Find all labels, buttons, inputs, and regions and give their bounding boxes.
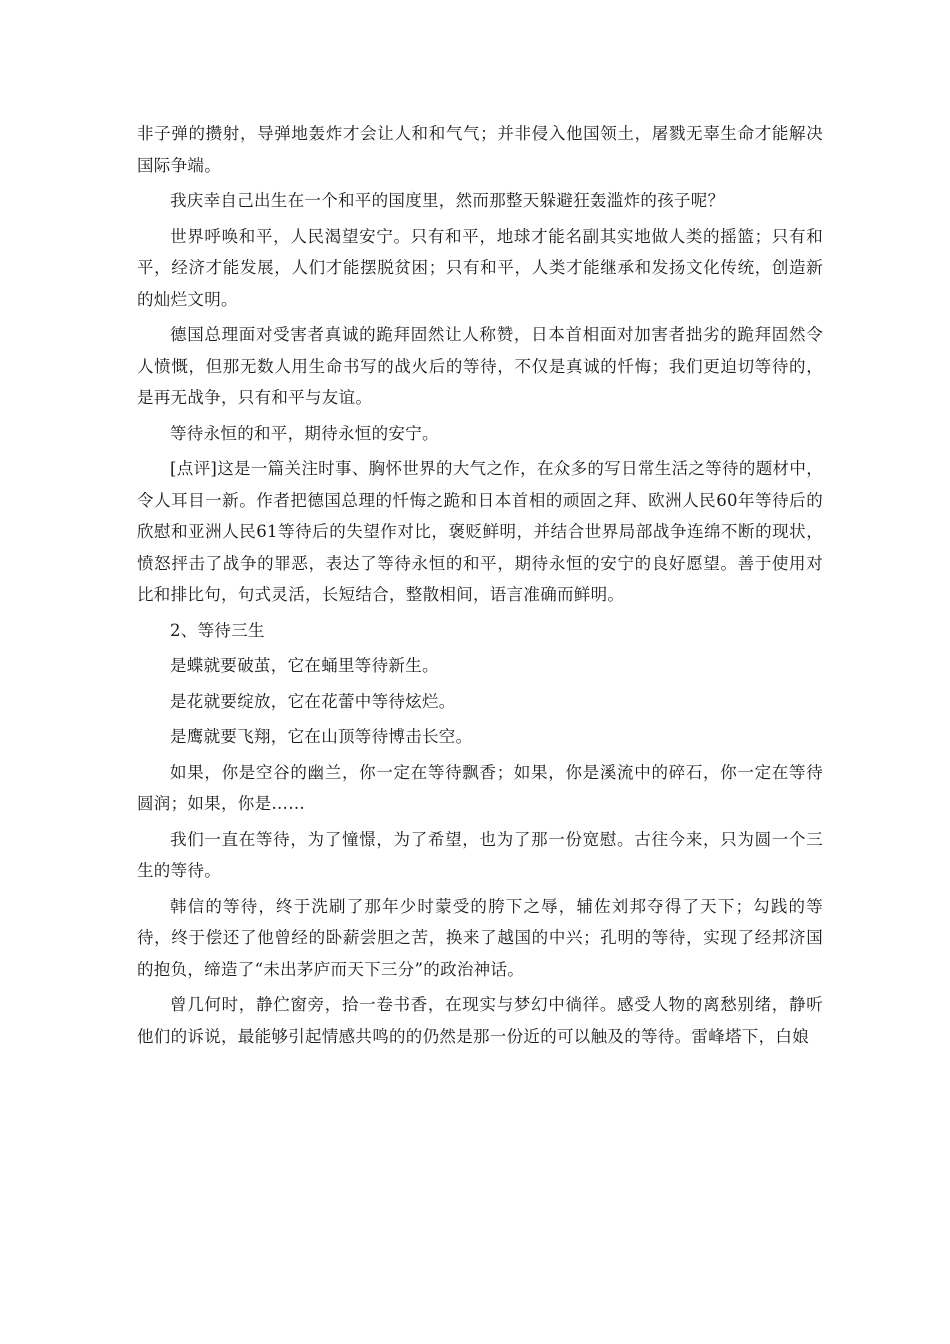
paragraph: 韩信的等待，终于洗刷了那年少时蒙受的胯下之辱，辅佐刘邦夺得了天下；勾践的等待，终于偿还了他曾经的卧薪尝胆之苦，换来了越国的中兴；孔明的等待，实现了经邦济国的抱负，缔造了“未出茅庐而天下三分”的政治神话。: [137, 896, 823, 979]
paragraph: 非子弹的攒射，导弹地轰炸才会让人和和气气；并非侵入他国领土，屠戮无辜生命才能解决国际争端。: [137, 124, 823, 175]
document-body: [137, 118, 823, 1052]
paragraph: 我庆幸自己出生在一个和平的国度里，然而那整天躲避狂轰滥炸的孩子呢？: [170, 191, 725, 210]
paragraph: 如果，你是空谷的幽兰，你一定在等待飘香；如果，你是溪流中的碎石，你一定在等待圆润；如果，你是……: [137, 762, 823, 813]
paragraph: 是花就要绽放，它在花蕾中等待炫烂。: [170, 691, 456, 711]
paragraph: 德国总理面对受害者真诚的跪拜固然让人称赞，日本首相面对加害者拙劣的跪拜固然令人愤慨，但那无数人用生命书写的战火后的等待，不仅是真诚的忏悔；我们更迫切等待的，是再无战争，只有和平与友谊。: [137, 325, 823, 407]
paragraph: 2、等待三生: [170, 620, 265, 640]
paragraph: 世界呼唤和平，人民渴望安宁。只有和平，地球才能名副其实地做人类的摇篮；只有和平，经济才能发展，人们才能摆脱贫困；只有和平，人类才能继承和发扬文化传统，创造新的灿烂文明。: [137, 226, 823, 309]
paragraph: 等待永恒的和平，期待永恒的安宁。: [170, 423, 439, 443]
paragraph: 我们一直在等待，为了憧憬，为了希望，也为了那一份宽慰。古往今来，只为圆一个三生的等待。: [137, 829, 823, 880]
paragraph: [点评]这是一篇关注时事、胸怀世界的大气之作，在众多的写日常生活之等待的题材中，令人耳目一新。作者把德国总理的忏悔之跪和日本首相的顽固之拜、欧洲人民60年等待后的欣慰和亚洲人民61等待后的失望作对比，褒贬鲜明，并结合世界局部战争连绵不断的现状，愤怒抨击了战争的罪恶，表达了等待永恒的和平，期待永恒的安宁的良好愿望。善于使用对比和排比句，句式灵活，长短结合，整散相间，语言准确而鲜明。: [137, 459, 823, 604]
paragraph: 曾几何时，静伫窗旁，拾一卷书香，在现实与梦幻中徜徉。感受人物的离愁别绪，静听他们的诉说，最能够引起情感共鸣的的仍然是那一份近的可以触及的等待。雷峰塔下，白娘: [137, 995, 823, 1046]
paragraph: 是鹰就要飞翔，它在山顶等待博击长空。: [170, 727, 473, 746]
paragraph: 是蝶就要破茧，它在蛹里等待新生。: [170, 656, 439, 675]
